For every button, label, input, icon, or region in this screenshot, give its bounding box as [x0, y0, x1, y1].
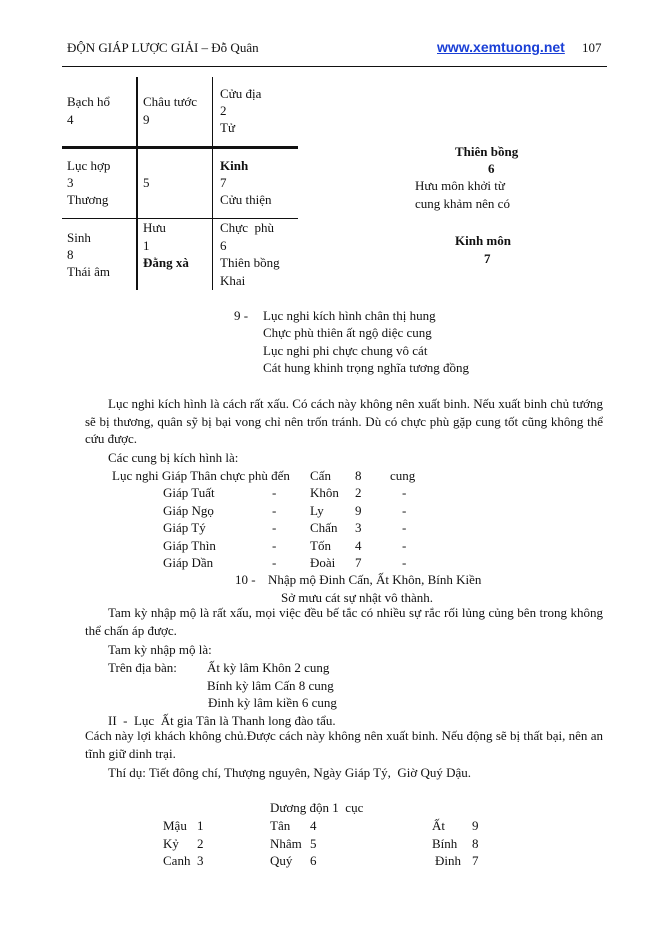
cuc-stem: Bính: [432, 835, 458, 851]
list-num: 2: [355, 485, 362, 501]
cuc-stem: Mậu: [163, 818, 187, 833]
verse-line: Cát hung khinh trọng nghĩa tương đồng: [263, 360, 470, 375]
cell-text: Tử: [220, 120, 235, 135]
cuc-number: 6: [310, 853, 317, 868]
list-num: 8: [355, 468, 362, 483]
side-note-number: 6: [488, 161, 495, 176]
list-dash: -: [272, 555, 277, 570]
paragraph: [85, 727, 603, 762]
list-name: Giáp Dần: [163, 555, 214, 570]
cuc-number: 8: [472, 835, 479, 851]
list-place: Tốn: [310, 537, 331, 553]
verse-line: Nhập mộ Đinh Cấn, Ất Khôn, Bính Kiền: [268, 572, 482, 587]
cell-text: 7: [220, 175, 227, 190]
grid-divider: [136, 77, 138, 290]
cell-text: Khai: [220, 273, 246, 288]
cell-text: Cửu địa: [220, 86, 262, 101]
cuc-stem: Kỷ: [163, 835, 179, 851]
list-suffix: -: [402, 520, 407, 536]
cuc-stem: Nhâm: [270, 835, 302, 851]
cell-text: Cửu thiện: [220, 192, 272, 207]
verse-line: Chực phù thiên ất ngộ diệc cung: [263, 325, 432, 340]
list-dash: -: [272, 520, 277, 536]
list-num: 7: [355, 555, 362, 570]
list-dash: -: [272, 537, 277, 553]
running-header-title: ĐỘN GIÁP LƯỢC GIẢI – Đỗ Quân: [67, 40, 259, 55]
cuc-stem: Ất: [432, 818, 445, 833]
side-note-title: Thiên bồng: [455, 144, 519, 159]
list-place: Đoài: [310, 555, 336, 570]
side-note-line: Hưu môn khởi từ: [415, 178, 505, 193]
paragraph: [85, 395, 603, 448]
list-num: 4: [355, 537, 362, 553]
list-suffix: -: [402, 502, 407, 518]
paragraph-text: Tam kỳ nhập mộ là rất xấu, mọi việc đều bế tắc có nhiều sự rắc rối lủng củng bên trong không thể chấn áp được.: [85, 605, 603, 638]
dia-ban-line: Đinh kỳ lâm kiền 6 cung: [208, 695, 337, 710]
dia-ban-label: Trên địa bàn:: [108, 660, 177, 675]
list-intro: Các cung bị kích hình là:: [108, 450, 239, 465]
list-num: 9: [355, 502, 362, 518]
cuc-stem: Tân: [270, 818, 291, 833]
list-suffix: cung: [390, 468, 416, 483]
cuc-number: 3: [197, 853, 204, 868]
list-place: Cấn: [310, 468, 331, 483]
cell-text: Sinh: [67, 230, 91, 245]
paragraph: [85, 604, 603, 639]
cuc-title: Dương độn 1 cục: [270, 800, 364, 815]
cuc-number: 2: [197, 835, 204, 851]
page-number: 107: [582, 40, 602, 55]
list-name: Giáp Tuất: [163, 485, 215, 501]
cell-text: 6: [220, 238, 227, 253]
list-suffix: -: [402, 537, 407, 553]
dia-ban-line: Bính kỳ lâm Cấn 8 cung: [207, 678, 334, 693]
list-name: Giáp Ngọ: [163, 502, 214, 518]
dia-ban-line: Ất kỳ lâm Khôn 2 cung: [207, 660, 330, 675]
list-dash: -: [272, 502, 277, 518]
grid-divider: [62, 218, 298, 219]
cell-text: Thương: [67, 192, 109, 207]
cell-text: Chực phù: [220, 220, 274, 235]
cuc-stem: Đinh: [435, 853, 461, 868]
side-note-line: cung khảm nên có: [415, 196, 510, 211]
list-place: Khôn: [310, 485, 339, 501]
cell-text: Bạch hổ: [67, 94, 110, 109]
header-rule: [62, 66, 607, 67]
cell-text: Đằng xà: [143, 255, 189, 270]
list-place: Ly: [310, 502, 324, 518]
verse-number: 9 -: [234, 308, 249, 323]
cell-text: 8: [67, 247, 74, 262]
list-suffix: -: [402, 555, 407, 570]
paragraph-text: Lục nghi kích hình là cách rất xấu. Có cách này không nên xuất binh. Nếu xuất binh chủ tướng sẽ bị thương, quân sỹ bị bại vong chỉ nên trốn tránh. Dù có chực phù gặp cung tốt cũng không thể cứu được.: [85, 396, 603, 446]
verse-number: 10 -: [235, 572, 256, 587]
list-dash: -: [272, 485, 277, 501]
cell-text: Châu tước: [143, 94, 197, 109]
grid-divider: [62, 146, 298, 149]
side-note-title-2: Kinh môn: [455, 233, 511, 248]
cell-text: 9: [143, 112, 150, 127]
cell-text: Thái âm: [67, 264, 110, 279]
cuc-number: 9: [472, 818, 479, 833]
cell-text: Kinh: [220, 158, 249, 173]
verse-line: Sở mưu cát sự nhật vô thành.: [281, 590, 434, 605]
verse-line: Lục nghi kích hình chân thị hung: [263, 308, 436, 323]
example-line: Thí dụ: Tiết đông chí, Thượng nguyên, Ngày Giáp Tý, Giờ Quý Dậu.: [108, 765, 471, 780]
list-prefix: Lục nghi Giáp Thân chực phù đến: [112, 468, 290, 483]
cuc-number: 1: [197, 818, 204, 833]
list-name: Giáp Thìn: [163, 537, 216, 553]
cell-text: Lục hợp: [67, 158, 111, 173]
cell-text: Thiên bồng: [220, 255, 280, 270]
cell-text: 5: [143, 175, 150, 190]
cell-text: Hưu: [143, 220, 166, 235]
cell-text: 4: [67, 112, 74, 127]
cuc-stem: Quý: [270, 853, 293, 868]
side-note-number-2: 7: [484, 251, 491, 266]
paragraph-text: Cách này lợi khách không chủ.Được cách này không nên xuất binh. Nếu động sẽ bị thất bại, nên an tĩnh giữ dinh trại.: [85, 728, 603, 761]
verse-line: Lục nghi phi chực chung vô cát: [263, 343, 428, 358]
cuc-number: 4: [310, 818, 317, 833]
cell-text: 3: [67, 175, 74, 190]
website-link[interactable]: www.xemtuong.net: [437, 39, 565, 55]
section-heading: II - Lục Ất gia Tân là Thanh long đào tẩu.: [108, 713, 336, 728]
cell-text: 2: [220, 103, 227, 118]
cuc-number: 7: [472, 853, 479, 868]
grid-divider: [212, 77, 213, 290]
list-place: Chấn: [310, 520, 338, 536]
list-num: 3: [355, 520, 362, 536]
cuc-number: 5: [310, 835, 317, 851]
cuc-stem: Canh: [163, 853, 191, 868]
cell-text: 1: [143, 238, 150, 253]
list-name: Giáp Tý: [163, 520, 206, 536]
tam-ky-intro: Tam kỳ nhập mộ là:: [108, 642, 212, 657]
list-suffix: -: [402, 485, 407, 501]
